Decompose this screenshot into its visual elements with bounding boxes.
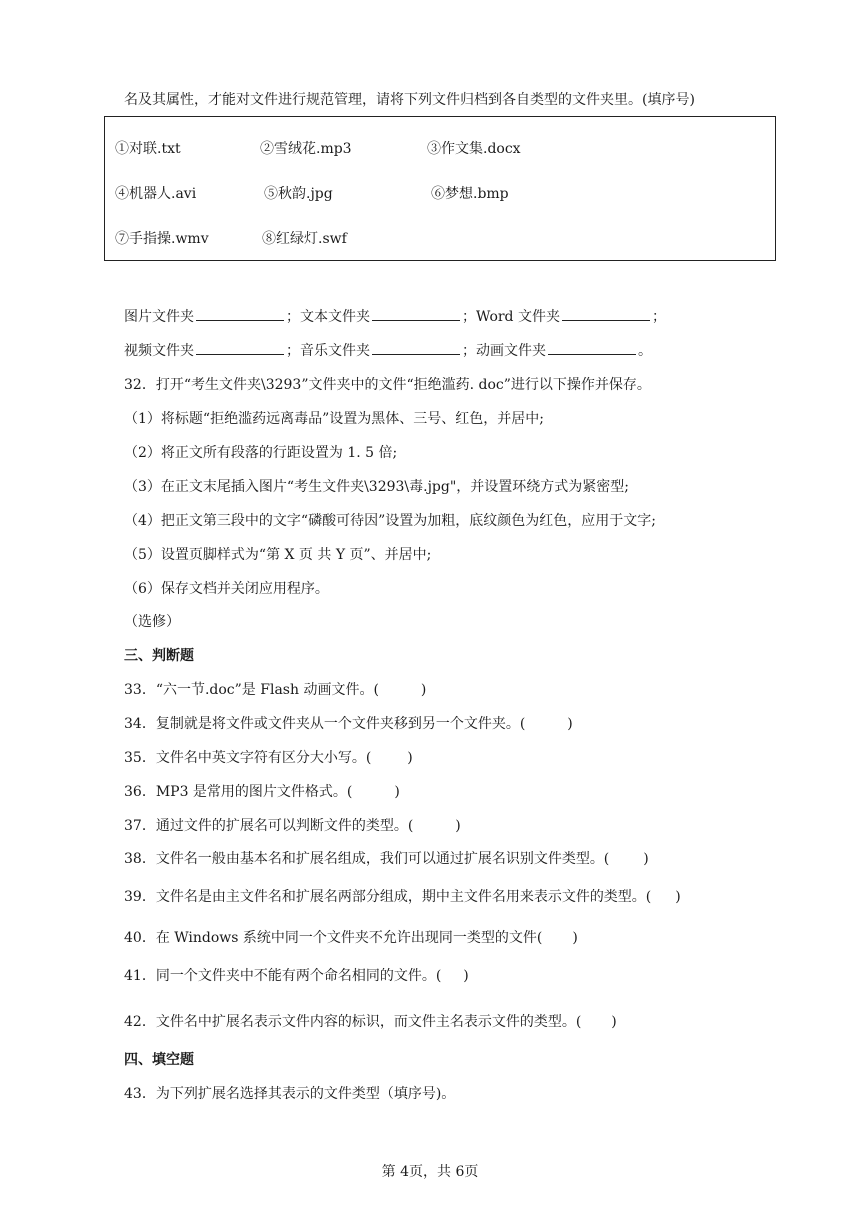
file-item: ⑤秋韵.jpg — [264, 186, 333, 202]
question-text: 38．文件名一般由基本名和扩展名组成，我们可以通过扩展名识别文件类型。( — [124, 851, 610, 867]
answer-paren[interactable]: ) — [611, 1014, 617, 1030]
q32-note: （选修） — [124, 614, 180, 630]
question-41 — [124, 965, 469, 985]
question-text: 42．文件名中扩展名表示文件内容的标识，而文件主名表示文件的类型。( — [124, 1014, 582, 1030]
answer-paren[interactable]: ) — [572, 930, 578, 946]
question-text: 41．同一个文件夹中不能有两个命名相同的文件。( — [124, 968, 442, 984]
question-text: 36．MP3 是常用的图片文件格式。( — [124, 784, 353, 800]
file-item: ⑥梦想.bmp — [431, 186, 509, 202]
file-item: ③作文集.docx — [427, 141, 521, 157]
folder-label: 图片文件夹 — [124, 309, 194, 325]
section-3-heading: 三、判断题 — [124, 648, 194, 664]
question-37 — [124, 815, 461, 835]
question-33 — [124, 679, 426, 699]
answer-paren[interactable]: ) — [643, 851, 649, 867]
question-text: 40．在 Windows 系统中同一个文件夹不允许出现同一类型的文件( — [124, 930, 543, 946]
page-footer: 第 4页，共 6页 — [381, 1164, 479, 1180]
question-40 — [124, 927, 578, 947]
question-text: 37．通过文件的扩展名可以判断文件的类型。( — [124, 818, 414, 834]
answer-paren[interactable]: ) — [455, 818, 461, 834]
question-35 — [124, 747, 413, 767]
file-item: ⑧红绿灯.swf — [262, 231, 347, 247]
q32-step: （3）在正文末尾插入图片“考生文件夹\3293\毒.jpg"，并设置环绕方式为紧密型; — [124, 479, 629, 495]
folder-row-2 — [124, 340, 652, 360]
question-text: 34．复制就是将文件或文件夹从一个文件夹移到另一个文件夹。( — [124, 716, 526, 732]
answer-blank[interactable] — [196, 308, 284, 321]
q32-step: （1）将标题“拒绝滥药远离毒品”设置为黑体、三号、红色，并居中; — [124, 411, 544, 427]
folder-label: 。 — [638, 343, 652, 359]
answer-paren[interactable]: ) — [420, 682, 427, 698]
folder-label: ；动画文件夹 — [462, 343, 546, 359]
folder-label: ；音乐文件夹 — [286, 343, 370, 359]
question-text: 33．“六一节.doc”是 Flash 动画文件。( — [124, 682, 379, 698]
question-text: 39．文件名是由主文件名和扩展名两部分组成，期中主文件名用来表示文件的类型。( — [124, 889, 652, 905]
folder-label: ； — [651, 309, 666, 325]
file-item: ②雪绒花.mp3 — [260, 141, 352, 157]
question-43: 43．为下列扩展名选择其表示的文件类型（填序号)。 — [124, 1086, 456, 1102]
folder-label: 视频文件夹 — [124, 343, 194, 359]
question-34 — [124, 713, 573, 733]
q32-step: （2）将正文所有段落的行距设置为 1. 5 倍; — [124, 445, 398, 461]
answer-blank[interactable] — [372, 342, 460, 355]
answer-blank[interactable] — [196, 342, 284, 355]
file-list-box — [104, 116, 776, 261]
question-39 — [124, 886, 681, 906]
answer-paren[interactable]: ) — [463, 968, 469, 984]
answer-paren[interactable]: ) — [407, 750, 413, 766]
answer-paren[interactable]: ) — [567, 716, 573, 732]
intro-text: 名及其属性，才能对文件进行规范管理，请将下列文件归档到各自类型的文件夹里。(填序号) — [124, 92, 695, 108]
question-42 — [124, 1011, 617, 1031]
file-item: ④机器人.avi — [115, 186, 197, 202]
answer-blank[interactable] — [548, 342, 636, 355]
answer-blank[interactable] — [562, 308, 650, 321]
question-32-title: 32．打开“考生文件夹\3293”文件夹中的文件“拒绝滥药. doc”进行以下操作并保存。 — [124, 377, 651, 393]
answer-paren[interactable]: ) — [675, 889, 681, 905]
answer-paren[interactable]: ) — [394, 784, 400, 800]
question-38 — [124, 848, 649, 868]
q32-step: （5）设置页脚样式为“第 X 页 共 Y 页”、并居中; — [124, 547, 432, 563]
file-item: ⑦手指操.wmv — [115, 231, 209, 247]
question-text: 35．文件名中英文字符有区分大小写。( — [124, 750, 372, 766]
section-4-heading: 四、填空题 — [124, 1052, 194, 1068]
file-item: ①对联.txt — [115, 141, 181, 157]
q32-step: （6）保存文档并关闭应用程序。 — [124, 581, 329, 597]
folder-row-1 — [124, 306, 666, 326]
q32-step: （4）把正文第三段中的文字“磷酸可待因”设置为加粗，底纹颜色为红色，应用于文字; — [124, 513, 656, 529]
folder-label: ；文本文件夹 — [286, 309, 370, 325]
answer-blank[interactable] — [372, 308, 460, 321]
folder-label: ；Word 文件夹 — [462, 309, 560, 325]
question-36 — [124, 781, 400, 801]
